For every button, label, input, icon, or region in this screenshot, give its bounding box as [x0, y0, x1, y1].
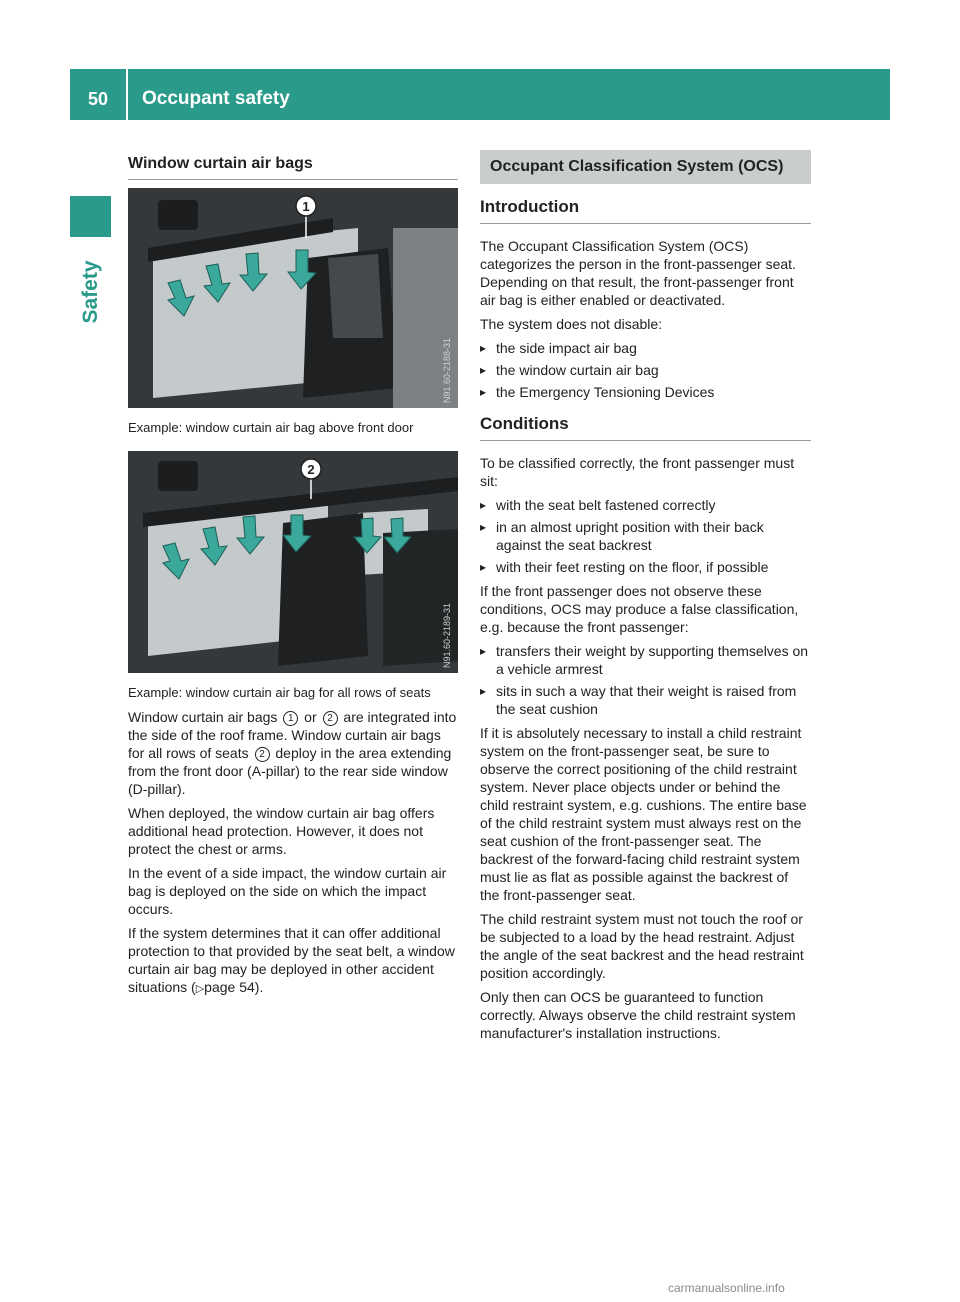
footer-watermark: carmanualsonline.info: [668, 1281, 785, 1295]
list-conditions: [480, 496, 811, 576]
figure2-code: N91.60-2189-31: [442, 602, 452, 668]
intro-paragraph: The Occupant Classification System (OCS) categorizes the person in the front-passenger seat. Depending on that result, the front-passenger front air bag is either enabled or deactivated.: [480, 238, 796, 308]
manufacturer-instructions-paragraph: Only then can OCS be guaranteed to function correctly. Always observe the child restraint system manufacturer's installation instructions.: [480, 989, 796, 1041]
paragraph-side-impact: In the event of a side impact, the window curtain air bag is deployed on the side on which the impact occurs.: [128, 865, 447, 917]
figure1-code: N91.60-2188-31: [442, 337, 452, 403]
conditions-paragraph: To be classified correctly, the front passenger must sit:: [480, 455, 795, 489]
callout-ref-1: 1: [283, 711, 298, 726]
figure2-callout-label: 2: [307, 462, 315, 477]
list-false-classification: [480, 642, 811, 718]
list-item: ▸ sits in such a way that their weight is raised from the seat cushion: [480, 682, 811, 718]
side-tab-text: Safety: [78, 260, 102, 324]
figure1-callout-label: 1: [302, 199, 310, 214]
page-number: 50: [87, 89, 109, 109]
page-header: [70, 69, 890, 120]
heading-conditions: Conditions: [480, 414, 811, 441]
side-tab-label: [70, 252, 111, 332]
list-item: ▸ the Emergency Tensioning Devices: [480, 383, 811, 401]
figure2-caption: Example: window curtain air bag for all rows of seats: [128, 685, 431, 700]
figure-illustration: [128, 188, 458, 408]
paragraph-deployed: When deployed, the window curtain air bag offers additional head protection. However, it does not protect the chest or arms.: [128, 805, 435, 857]
list-item: ▸ the side impact air bag: [480, 339, 811, 357]
list-item: ▸ with their feet resting on the floor, if possible: [480, 558, 811, 576]
paragraph-integration: Window curtain air bags 1 or 2 are integrated into the side of the roof frame. Window curtain air bags for all rows of seats 2 deploy in the area extending from the front door (A-pillar) to the rear side window (D-pillar).: [128, 709, 457, 797]
list-item: ▸ the window curtain air bag: [480, 361, 811, 379]
header-divider: [126, 69, 128, 120]
callout-ref-2: 2: [323, 711, 338, 726]
page-ref-arrow-icon: ▷: [195, 983, 205, 995]
figure-curtain-airbag-all-rows: [128, 451, 458, 673]
heading-introduction: Introduction: [480, 197, 811, 224]
list-item: ▸ with the seat belt fastened correctly: [480, 496, 811, 514]
intro-not-disable: The system does not disable:: [480, 316, 663, 332]
child-restraint-paragraph: If it is absolutely necessary to install a child restraint system on the front-passenger seat, be sure to observe the correct positioning of the child restraint system. Never place objects under or behind the child restraint system, e.g. cushions. The entire base of the child restraint system must always rest on the seat cushion of the front-passenger seat. The backrest of the forward-facing child restraint system must lie as flat as possible against the backrest of the front-passenger seat.: [480, 725, 807, 903]
section-heading-window-curtain: Window curtain air bags: [128, 155, 458, 180]
section-title-ocs: Occupant Classification System (OCS): [480, 150, 811, 184]
paragraph-other-situations: If the system determines that it can offer additional protection to that provided by the seat belt, a window curtain air bag may be deployed in other accident situations (▷page 54).: [128, 925, 455, 995]
false-classification-paragraph: If the front passenger does not observe these conditions, OCS may produce a false classification, e.g. because the front passenger:: [480, 583, 799, 635]
roof-contact-paragraph: The child restraint system must not touch the roof or be subjected to a load by the head restraint. Adjust the angle of the seat backrest and the head restraint position accordingly.: [480, 911, 804, 981]
list-item: ▸ in an almost upright position with their back against the seat backrest: [480, 518, 811, 554]
list-item: ▸ transfers their weight by supporting themselves on a vehicle armrest: [480, 642, 811, 678]
page-reference-link[interactable]: page 54: [204, 979, 255, 995]
callout-ref-2b: 2: [255, 747, 270, 762]
list-not-disabled: [480, 339, 811, 401]
figure1-caption: Example: window curtain air bag above front door: [128, 420, 414, 435]
figure-illustration: [128, 451, 458, 673]
figure-curtain-airbag-front-door: [128, 188, 458, 408]
chapter-title: Occupant safety: [142, 88, 290, 109]
side-tab-marker: [70, 196, 111, 237]
left-column: [128, 150, 458, 1004]
right-column: [480, 150, 811, 1048]
